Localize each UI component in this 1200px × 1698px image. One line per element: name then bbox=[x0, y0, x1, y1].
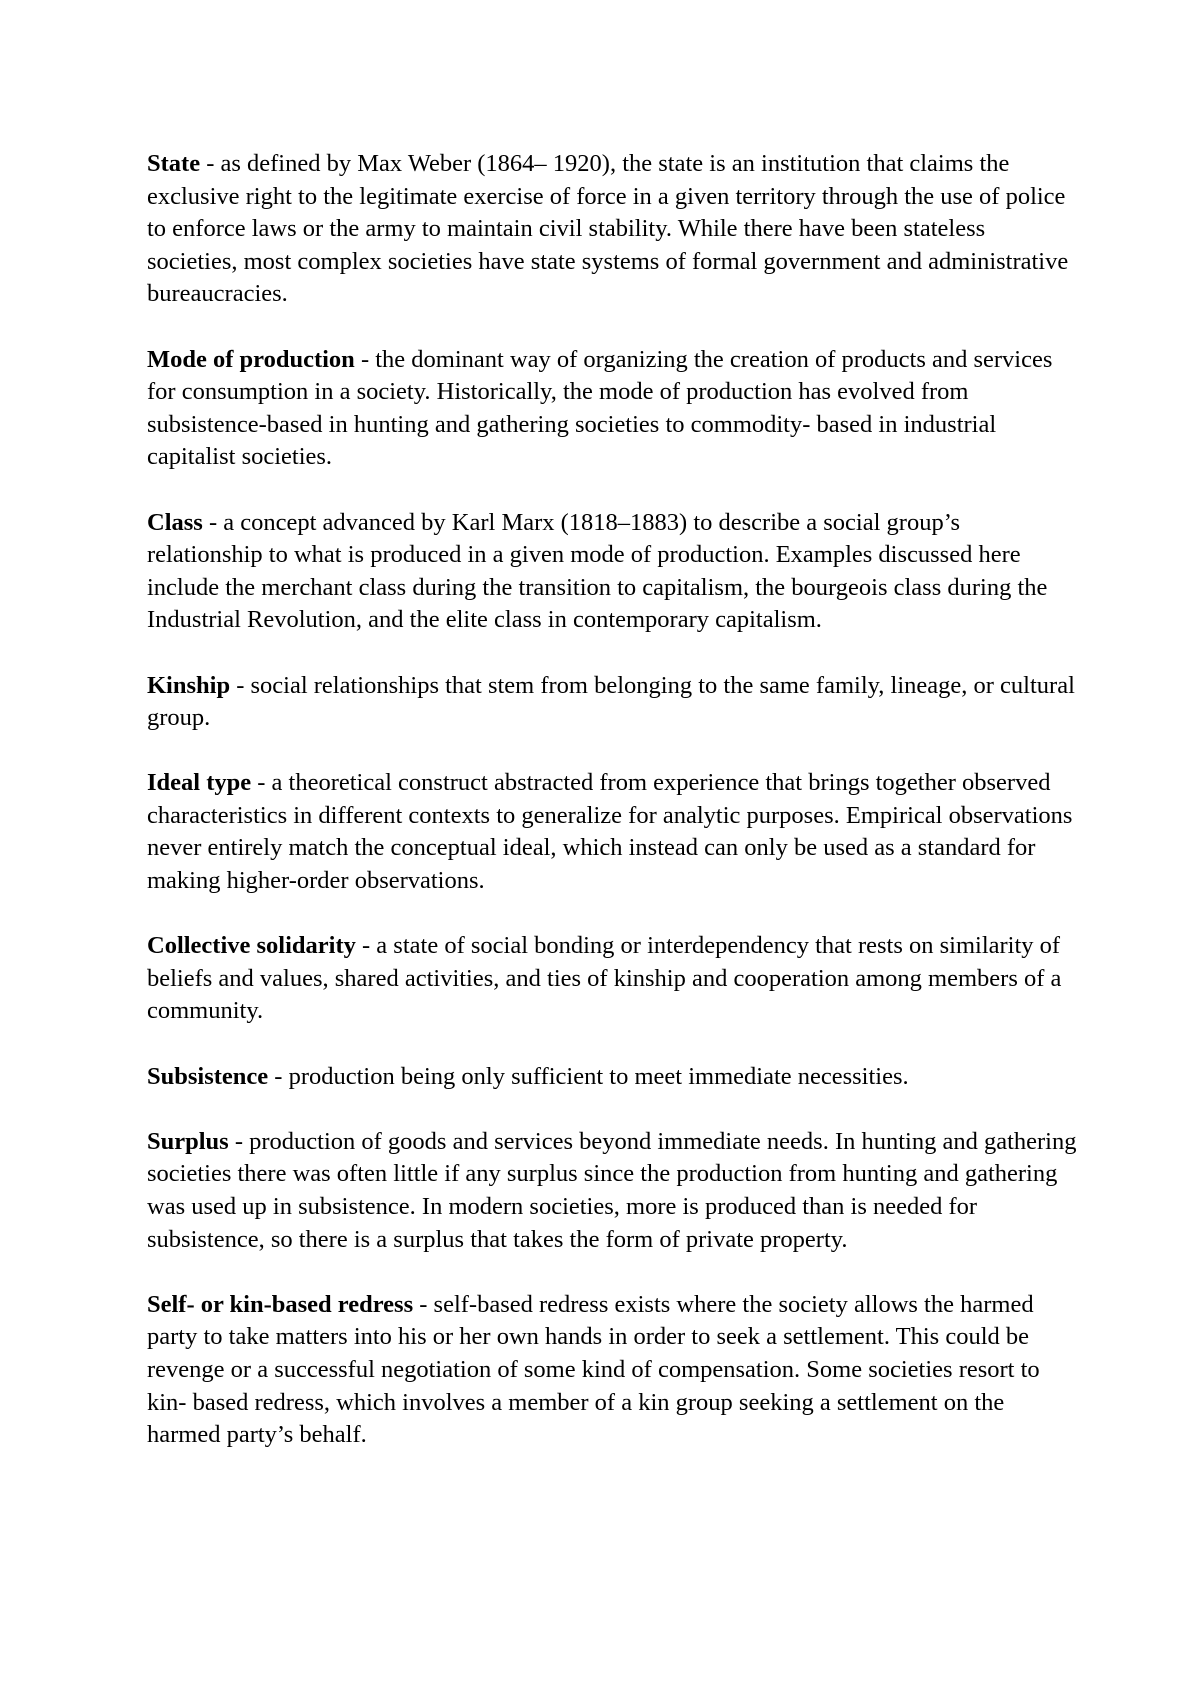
glossary-entry-mode-of-production bbox=[147, 344, 1077, 474]
definition-subsistence: - production being only sufficient to meet immediate necessities. bbox=[268, 1062, 909, 1090]
glossary-entry-kinship bbox=[147, 670, 1077, 735]
definition-kinship: - social relationships that stem from belonging to the same family, lineage, or cultural group. bbox=[147, 671, 1075, 732]
document-page bbox=[147, 148, 1077, 1484]
term-collective-solidarity: Collective solidarity bbox=[147, 932, 356, 960]
definition-surplus: - production of goods and services beyond immediate needs. In hunting and gathering societies there was often little if any surplus since the production from hunting and gathering was used up in subsistence. In modern societies, more is produced than is needed for subsistence, so there is a surplus that takes the form of private property. bbox=[147, 1127, 1077, 1253]
glossary-entry-self-or-kin-based-redress bbox=[147, 1289, 1077, 1452]
term-kinship: Kinship bbox=[147, 671, 231, 699]
definition-mode-of-production: - the dominant way of organizing the creation of products and services for consumption in a society. Historically, the mode of production has evolved from subsistence-based in hunting and gathering societies to commodity- based in industrial capitalist societies. bbox=[147, 345, 1053, 471]
definition-self-or-kin-based-redress: - self-based redress exists where the society allows the harmed party to take matters into his or her own hands in order to seek a settlement. This could be revenge or a successful negotiation of some kind of compensation. Some societies resort to kin- based redress, which involves a member of a kin group seeking a settlement on the harmed party’s behalf. bbox=[147, 1290, 1040, 1449]
term-ideal-type: Ideal type bbox=[147, 769, 252, 797]
term-class: Class bbox=[147, 508, 203, 536]
term-self-or-kin-based-redress: Self- or kin-based redress bbox=[147, 1290, 414, 1318]
glossary-entry-state bbox=[147, 148, 1077, 311]
glossary-entry-surplus bbox=[147, 1126, 1077, 1256]
glossary-entry-collective-solidarity bbox=[147, 930, 1077, 1028]
definition-class: - a concept advanced by Karl Marx (1818–1883) to describe a social group’s relationship to what is produced in a given mode of production. Examples discussed here include the merchant class during the transition to capitalism, the bourgeois class during the Industrial Revolution, and the elite class in contemporary capitalism. bbox=[147, 508, 1048, 634]
glossary-entry-ideal-type bbox=[147, 767, 1077, 897]
term-subsistence: Subsistence bbox=[147, 1062, 269, 1090]
glossary-entry-class bbox=[147, 507, 1077, 637]
term-mode-of-production: Mode of production bbox=[147, 345, 355, 373]
definition-collective-solidarity: - a state of social bonding or interdependency that rests on similarity of beliefs and values, shared activities, and ties of kinship and cooperation among members of a community. bbox=[147, 932, 1062, 1025]
term-surplus: Surplus bbox=[147, 1127, 229, 1155]
definition-ideal-type: - a theoretical construct abstracted from experience that brings together observed characteristics in different contexts to generalize for analytic purposes. Empirical observations never entirely match the conceptual ideal, which instead can only be used as a standard for making higher-order observations. bbox=[147, 769, 1073, 895]
definition-state: - as defined by Max Weber (1864– 1920), the state is an institution that claims the exclusive right to the legitimate exercise of force in a given territory through the use of police to enforce laws or the army to maintain civil stability. While there have been stateless societies, most complex societies have state systems of formal government and administrative bureaucracies. bbox=[147, 150, 1069, 308]
term-state: State bbox=[147, 150, 201, 177]
glossary-entry-subsistence bbox=[147, 1061, 1077, 1094]
